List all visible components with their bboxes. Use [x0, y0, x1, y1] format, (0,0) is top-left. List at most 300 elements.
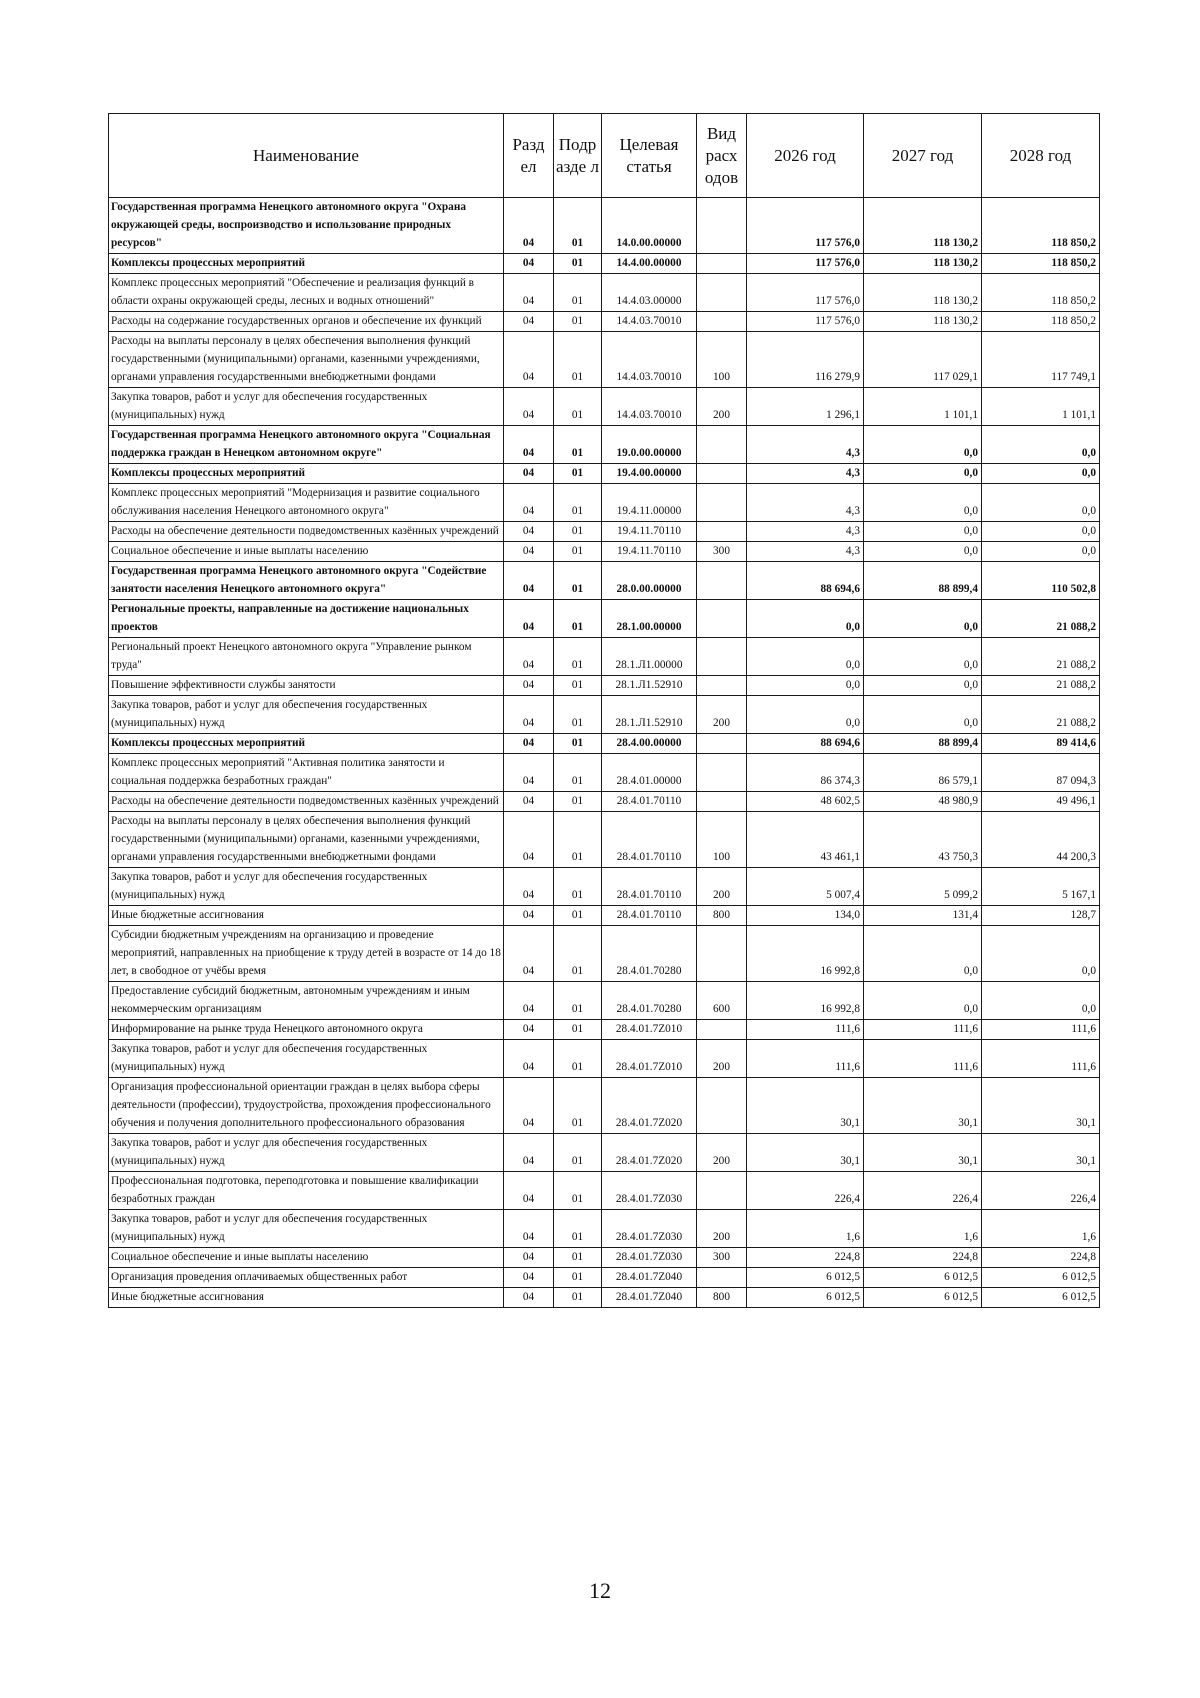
table-row — [109, 1134, 1100, 1172]
table-row — [109, 562, 1100, 600]
cell-2028: 21 088,2 — [982, 638, 1100, 676]
cell-subsection: 01 — [554, 982, 602, 1020]
table-row — [109, 812, 1100, 868]
cell-2028: 30,1 — [982, 1134, 1100, 1172]
cell-2028: 118 850,2 — [982, 254, 1100, 274]
cell-target-article: 19.4.11.00000 — [602, 484, 697, 522]
cell-2026: 30,1 — [747, 1078, 864, 1134]
cell-section: 04 — [504, 754, 554, 792]
cell-subsection: 01 — [554, 676, 602, 696]
cell-2028: 110 502,8 — [982, 562, 1100, 600]
cell-2026: 117 576,0 — [747, 254, 864, 274]
cell-2026: 88 694,6 — [747, 562, 864, 600]
cell-name: Региональный проект Ненецкого автономного округа "Управление рынком труда" — [109, 638, 504, 676]
cell-2027: 226,4 — [864, 1172, 982, 1210]
table-row — [109, 426, 1100, 464]
cell-2026: 0,0 — [747, 600, 864, 638]
cell-2026: 1,6 — [747, 1210, 864, 1248]
cell-subsection: 01 — [554, 312, 602, 332]
cell-2027: 0,0 — [864, 484, 982, 522]
cell-2027: 6 012,5 — [864, 1288, 982, 1308]
cell-2028: 21 088,2 — [982, 676, 1100, 696]
cell-target-article: 28.4.01.00000 — [602, 754, 697, 792]
cell-subsection: 01 — [554, 734, 602, 754]
cell-section: 04 — [504, 676, 554, 696]
cell-subsection: 01 — [554, 274, 602, 312]
cell-2027: 88 899,4 — [864, 734, 982, 754]
cell-expense-type — [697, 1020, 747, 1040]
cell-target-article: 19.4.00.00000 — [602, 464, 697, 484]
cell-expense-type: 200 — [697, 1210, 747, 1248]
cell-subsection: 01 — [554, 1248, 602, 1268]
cell-2026: 4,3 — [747, 484, 864, 522]
cell-2027: 0,0 — [864, 522, 982, 542]
cell-2028: 5 167,1 — [982, 868, 1100, 906]
cell-subsection: 01 — [554, 388, 602, 426]
cell-name: Государственная программа Ненецкого автономного округа "Содействие занятости населения Ненецкого автономного округа" — [109, 562, 504, 600]
cell-subsection: 01 — [554, 600, 602, 638]
cell-expense-type — [697, 562, 747, 600]
cell-2027: 5 099,2 — [864, 868, 982, 906]
cell-expense-type: 300 — [697, 1248, 747, 1268]
cell-target-article: 28.1.Л1.00000 — [602, 638, 697, 676]
cell-2026: 4,3 — [747, 464, 864, 484]
cell-subsection: 01 — [554, 812, 602, 868]
cell-expense-type: 200 — [697, 868, 747, 906]
cell-target-article: 28.1.Л1.52910 — [602, 676, 697, 696]
cell-2028: 0,0 — [982, 522, 1100, 542]
cell-target-article: 14.0.00.00000 — [602, 198, 697, 254]
cell-target-article: 28.4.01.70110 — [602, 812, 697, 868]
cell-name: Закупка товаров, работ и услуг для обеспечения государственных (муниципальных) нужд — [109, 388, 504, 426]
cell-expense-type: 200 — [697, 696, 747, 734]
cell-subsection: 01 — [554, 906, 602, 926]
cell-section: 04 — [504, 792, 554, 812]
cell-expense-type: 800 — [697, 1288, 747, 1308]
cell-name: Государственная программа Ненецкого автономного округа "Социальная поддержка граждан в Ненецком автономном округе" — [109, 426, 504, 464]
cell-name: Комплекс процессных мероприятий "Активная политика занятости и социальная поддержка безработных граждан" — [109, 754, 504, 792]
cell-2027: 118 130,2 — [864, 198, 982, 254]
table-row — [109, 542, 1100, 562]
cell-2027: 88 899,4 — [864, 562, 982, 600]
cell-2027: 0,0 — [864, 464, 982, 484]
cell-expense-type — [697, 312, 747, 332]
cell-2026: 86 374,3 — [747, 754, 864, 792]
cell-section: 04 — [504, 1248, 554, 1268]
cell-2027: 118 130,2 — [864, 312, 982, 332]
cell-subsection: 01 — [554, 426, 602, 464]
cell-2028: 0,0 — [982, 542, 1100, 562]
cell-2027: 48 980,9 — [864, 792, 982, 812]
cell-expense-type — [697, 254, 747, 274]
cell-section: 04 — [504, 332, 554, 388]
cell-2027: 118 130,2 — [864, 274, 982, 312]
cell-name: Субсидии бюджетным учреждениям на организацию и проведение мероприятий, направленных на приобщение к труду детей в возрасте от 14 до 18 лет, в свободное от учёбы время — [109, 926, 504, 982]
cell-subsection: 01 — [554, 332, 602, 388]
cell-name: Расходы на обеспечение деятельности подведомственных казённых учреждений — [109, 522, 504, 542]
cell-2026: 4,3 — [747, 522, 864, 542]
cell-target-article: 14.4.03.70010 — [602, 312, 697, 332]
cell-name: Комплексы процессных мероприятий — [109, 464, 504, 484]
cell-target-article: 14.4.03.70010 — [602, 388, 697, 426]
cell-2028: 30,1 — [982, 1078, 1100, 1134]
cell-2026: 111,6 — [747, 1040, 864, 1078]
cell-name: Комплекс процессных мероприятий "Обеспечение и реализация функций в области охраны окружающей среды, лесных и водных отношений" — [109, 274, 504, 312]
cell-target-article: 19.4.11.70110 — [602, 542, 697, 562]
cell-section: 04 — [504, 1040, 554, 1078]
cell-name: Повышение эффективности службы занятости — [109, 676, 504, 696]
cell-2026: 6 012,5 — [747, 1288, 864, 1308]
cell-name: Иные бюджетные ассигнования — [109, 1288, 504, 1308]
cell-2026: 16 992,8 — [747, 926, 864, 982]
table-row — [109, 600, 1100, 638]
table-row — [109, 254, 1100, 274]
table-row — [109, 638, 1100, 676]
header-subsection: Подр азде л — [554, 114, 602, 198]
cell-expense-type — [697, 426, 747, 464]
cell-2027: 0,0 — [864, 926, 982, 982]
table-row — [109, 332, 1100, 388]
table-row — [109, 522, 1100, 542]
cell-name: Закупка товаров, работ и услуг для обеспечения государственных (муниципальных) нужд — [109, 696, 504, 734]
cell-name: Информирование на рынке труда Ненецкого автономного округа — [109, 1020, 504, 1040]
cell-target-article: 28.4.01.7Z040 — [602, 1288, 697, 1308]
cell-target-article: 28.4.01.7Z010 — [602, 1040, 697, 1078]
cell-section: 04 — [504, 542, 554, 562]
cell-section: 04 — [504, 274, 554, 312]
cell-subsection: 01 — [554, 198, 602, 254]
cell-name: Расходы на выплаты персоналу в целях обеспечения выполнения функций государственными (муниципальными) органами, казенными учреждениями, органами управления государственными внебюджетными фондами — [109, 332, 504, 388]
cell-name: Расходы на содержание государственных органов и обеспечение их функций — [109, 312, 504, 332]
cell-2027: 0,0 — [864, 676, 982, 696]
cell-2026: 226,4 — [747, 1172, 864, 1210]
cell-section: 04 — [504, 1210, 554, 1248]
cell-2028: 1,6 — [982, 1210, 1100, 1248]
cell-target-article: 28.4.01.70110 — [602, 868, 697, 906]
cell-section: 04 — [504, 868, 554, 906]
table-row — [109, 1040, 1100, 1078]
table-row — [109, 676, 1100, 696]
cell-2028: 118 850,2 — [982, 274, 1100, 312]
cell-2027: 0,0 — [864, 696, 982, 734]
cell-2027: 30,1 — [864, 1078, 982, 1134]
cell-section: 04 — [504, 1172, 554, 1210]
cell-expense-type: 300 — [697, 542, 747, 562]
header-name: Наименование — [109, 114, 504, 198]
cell-2027: 86 579,1 — [864, 754, 982, 792]
cell-expense-type — [697, 1268, 747, 1288]
cell-expense-type — [697, 198, 747, 254]
cell-2026: 6 012,5 — [747, 1268, 864, 1288]
cell-name: Государственная программа Ненецкого автономного округа "Охрана окружающей среды, воспроизводство и использование природных ресурсов" — [109, 198, 504, 254]
cell-section: 04 — [504, 484, 554, 522]
cell-target-article: 28.4.01.7Z020 — [602, 1134, 697, 1172]
cell-subsection: 01 — [554, 792, 602, 812]
cell-target-article: 28.4.01.70110 — [602, 792, 697, 812]
table-row — [109, 464, 1100, 484]
cell-subsection: 01 — [554, 542, 602, 562]
cell-expense-type: 200 — [697, 1040, 747, 1078]
cell-expense-type — [697, 1078, 747, 1134]
cell-expense-type: 600 — [697, 982, 747, 1020]
cell-2026: 224,8 — [747, 1248, 864, 1268]
header-2028: 2028 год — [982, 114, 1100, 198]
cell-expense-type — [697, 734, 747, 754]
cell-target-article: 28.4.01.7Z030 — [602, 1172, 697, 1210]
table-row — [109, 1078, 1100, 1134]
cell-target-article: 28.0.00.00000 — [602, 562, 697, 600]
cell-2027: 224,8 — [864, 1248, 982, 1268]
cell-target-article: 28.4.01.7Z030 — [602, 1210, 697, 1248]
cell-name: Профессиональная подготовка, переподготовка и повышение квалификации безработных граждан — [109, 1172, 504, 1210]
table-row — [109, 484, 1100, 522]
cell-target-article: 19.0.00.00000 — [602, 426, 697, 464]
cell-2028: 0,0 — [982, 926, 1100, 982]
table-row — [109, 1288, 1100, 1308]
cell-name: Закупка товаров, работ и услуг для обеспечения государственных (муниципальных) нужд — [109, 1134, 504, 1172]
table-row — [109, 1210, 1100, 1248]
cell-name: Расходы на выплаты персоналу в целях обеспечения выполнения функций государственными (муниципальными) органами, казенными учреждениями, органами управления государственными внебюджетными фондами — [109, 812, 504, 868]
cell-2027: 111,6 — [864, 1020, 982, 1040]
cell-2027: 6 012,5 — [864, 1268, 982, 1288]
cell-section: 04 — [504, 696, 554, 734]
cell-name: Региональные проекты, направленные на достижение национальных проектов — [109, 600, 504, 638]
cell-2026: 0,0 — [747, 676, 864, 696]
cell-target-article: 28.4.01.70280 — [602, 982, 697, 1020]
cell-subsection: 01 — [554, 1288, 602, 1308]
table-body — [109, 198, 1100, 1308]
cell-name: Социальное обеспечение и иные выплаты населению — [109, 542, 504, 562]
cell-subsection: 01 — [554, 464, 602, 484]
cell-expense-type — [697, 484, 747, 522]
cell-2027: 1 101,1 — [864, 388, 982, 426]
cell-target-article: 28.4.01.7Z040 — [602, 1268, 697, 1288]
cell-2027: 43 750,3 — [864, 812, 982, 868]
cell-2026: 134,0 — [747, 906, 864, 926]
cell-subsection: 01 — [554, 254, 602, 274]
cell-2027: 0,0 — [864, 600, 982, 638]
cell-subsection: 01 — [554, 1020, 602, 1040]
table-row — [109, 1172, 1100, 1210]
cell-subsection: 01 — [554, 1134, 602, 1172]
cell-subsection: 01 — [554, 1268, 602, 1288]
cell-2027: 0,0 — [864, 982, 982, 1020]
cell-expense-type — [697, 600, 747, 638]
table-row — [109, 868, 1100, 906]
cell-target-article: 14.4.03.00000 — [602, 274, 697, 312]
table-row — [109, 734, 1100, 754]
cell-2026: 0,0 — [747, 696, 864, 734]
cell-expense-type — [697, 274, 747, 312]
cell-name: Предоставление субсидий бюджетным, автономным учреждениям и иным некоммерческим организациям — [109, 982, 504, 1020]
cell-subsection: 01 — [554, 522, 602, 542]
cell-2027: 131,4 — [864, 906, 982, 926]
table-row — [109, 792, 1100, 812]
cell-subsection: 01 — [554, 754, 602, 792]
cell-2026: 4,3 — [747, 426, 864, 464]
cell-subsection: 01 — [554, 562, 602, 600]
cell-subsection: 01 — [554, 926, 602, 982]
cell-2028: 21 088,2 — [982, 600, 1100, 638]
cell-expense-type — [697, 522, 747, 542]
cell-subsection: 01 — [554, 1040, 602, 1078]
page-number: 12 — [589, 1578, 611, 1603]
table-header-row — [109, 114, 1100, 198]
cell-subsection: 01 — [554, 484, 602, 522]
cell-section: 04 — [504, 982, 554, 1020]
budget-table — [108, 113, 1100, 1308]
cell-2028: 226,4 — [982, 1172, 1100, 1210]
cell-expense-type — [697, 754, 747, 792]
table-row — [109, 1020, 1100, 1040]
cell-section: 04 — [504, 926, 554, 982]
cell-target-article: 28.4.01.70280 — [602, 926, 697, 982]
cell-subsection: 01 — [554, 1172, 602, 1210]
table-row — [109, 312, 1100, 332]
cell-target-article: 28.4.01.7Z010 — [602, 1020, 697, 1040]
table-row — [109, 696, 1100, 734]
cell-2028: 224,8 — [982, 1248, 1100, 1268]
cell-2028: 1 101,1 — [982, 388, 1100, 426]
cell-section: 04 — [504, 1134, 554, 1172]
cell-section: 04 — [504, 426, 554, 464]
table-row — [109, 274, 1100, 312]
cell-section: 04 — [504, 562, 554, 600]
cell-2026: 1 296,1 — [747, 388, 864, 426]
cell-2028: 118 850,2 — [982, 198, 1100, 254]
cell-2028: 111,6 — [982, 1040, 1100, 1078]
cell-subsection: 01 — [554, 1210, 602, 1248]
cell-target-article: 14.4.00.00000 — [602, 254, 697, 274]
header-target-article: Целевая статья — [602, 114, 697, 198]
cell-name: Организация профессиональной ориентации граждан в целях выбора сферы деятельности (профессии), трудоустройства, прохождения профессионального обучения и получения дополнительного профессионального образования — [109, 1078, 504, 1134]
cell-subsection: 01 — [554, 638, 602, 676]
cell-section: 04 — [504, 1268, 554, 1288]
cell-target-article: 19.4.11.70110 — [602, 522, 697, 542]
cell-2028: 6 012,5 — [982, 1268, 1100, 1288]
cell-expense-type: 100 — [697, 812, 747, 868]
cell-2028: 89 414,6 — [982, 734, 1100, 754]
table-row — [109, 982, 1100, 1020]
cell-2026: 116 279,9 — [747, 332, 864, 388]
cell-section: 04 — [504, 906, 554, 926]
cell-2027: 0,0 — [864, 426, 982, 464]
cell-expense-type: 100 — [697, 332, 747, 388]
cell-target-article: 28.4.01.7Z020 — [602, 1078, 697, 1134]
cell-2028: 21 088,2 — [982, 696, 1100, 734]
cell-section: 04 — [504, 464, 554, 484]
header-expense-type: Вид расх одов — [697, 114, 747, 198]
cell-2027: 111,6 — [864, 1040, 982, 1078]
cell-target-article: 28.4.00.00000 — [602, 734, 697, 754]
cell-2027: 0,0 — [864, 542, 982, 562]
cell-name: Иные бюджетные ассигнования — [109, 906, 504, 926]
cell-expense-type — [697, 638, 747, 676]
cell-target-article: 28.1.Л1.52910 — [602, 696, 697, 734]
cell-2027: 117 029,1 — [864, 332, 982, 388]
cell-section: 04 — [504, 1288, 554, 1308]
cell-2026: 43 461,1 — [747, 812, 864, 868]
table-row — [109, 926, 1100, 982]
cell-name: Комплексы процессных мероприятий — [109, 254, 504, 274]
cell-2026: 30,1 — [747, 1134, 864, 1172]
cell-2028: 6 012,5 — [982, 1288, 1100, 1308]
cell-expense-type: 200 — [697, 1134, 747, 1172]
cell-section: 04 — [504, 734, 554, 754]
header-section: Разд ел — [504, 114, 554, 198]
cell-expense-type: 800 — [697, 906, 747, 926]
cell-2028: 44 200,3 — [982, 812, 1100, 868]
cell-2026: 0,0 — [747, 638, 864, 676]
cell-2026: 16 992,8 — [747, 982, 864, 1020]
cell-2028: 118 850,2 — [982, 312, 1100, 332]
cell-2026: 5 007,4 — [747, 868, 864, 906]
cell-target-article: 28.1.00.00000 — [602, 600, 697, 638]
cell-expense-type — [697, 1172, 747, 1210]
cell-2028: 0,0 — [982, 464, 1100, 484]
cell-name: Социальное обеспечение и иные выплаты населению — [109, 1248, 504, 1268]
cell-expense-type: 200 — [697, 388, 747, 426]
cell-2028: 111,6 — [982, 1020, 1100, 1040]
cell-expense-type — [697, 676, 747, 696]
cell-name: Комплексы процессных мероприятий — [109, 734, 504, 754]
cell-2026: 4,3 — [747, 542, 864, 562]
cell-2026: 117 576,0 — [747, 312, 864, 332]
table-row — [109, 906, 1100, 926]
cell-section: 04 — [504, 198, 554, 254]
cell-target-article: 14.4.03.70010 — [602, 332, 697, 388]
cell-section: 04 — [504, 1020, 554, 1040]
cell-2026: 111,6 — [747, 1020, 864, 1040]
cell-section: 04 — [504, 638, 554, 676]
cell-name: Расходы на обеспечение деятельности подведомственных казённых учреждений — [109, 792, 504, 812]
cell-section: 04 — [504, 254, 554, 274]
cell-name: Комплекс процессных мероприятий "Модернизация и развитие социального обслуживания населения Ненецкого автономного округа" — [109, 484, 504, 522]
table-row — [109, 1268, 1100, 1288]
table-row — [109, 754, 1100, 792]
cell-2026: 117 576,0 — [747, 274, 864, 312]
cell-2027: 118 130,2 — [864, 254, 982, 274]
cell-subsection: 01 — [554, 696, 602, 734]
cell-2028: 0,0 — [982, 982, 1100, 1020]
cell-section: 04 — [504, 312, 554, 332]
cell-expense-type — [697, 464, 747, 484]
cell-section: 04 — [504, 600, 554, 638]
cell-subsection: 01 — [554, 1078, 602, 1134]
cell-2028: 0,0 — [982, 426, 1100, 464]
header-2027: 2027 год — [864, 114, 982, 198]
cell-2028: 128,7 — [982, 906, 1100, 926]
table-row — [109, 388, 1100, 426]
cell-2026: 117 576,0 — [747, 198, 864, 254]
cell-subsection: 01 — [554, 868, 602, 906]
cell-section: 04 — [504, 1078, 554, 1134]
table-row — [109, 198, 1100, 254]
cell-section: 04 — [504, 812, 554, 868]
cell-name: Закупка товаров, работ и услуг для обеспечения государственных (муниципальных) нужд — [109, 868, 504, 906]
cell-target-article: 28.4.01.7Z030 — [602, 1248, 697, 1268]
cell-2027: 0,0 — [864, 638, 982, 676]
cell-2028: 117 749,1 — [982, 332, 1100, 388]
table-row — [109, 1248, 1100, 1268]
cell-section: 04 — [504, 522, 554, 542]
cell-2028: 0,0 — [982, 484, 1100, 522]
cell-expense-type — [697, 926, 747, 982]
cell-expense-type — [697, 792, 747, 812]
cell-2026: 88 694,6 — [747, 734, 864, 754]
cell-target-article: 28.4.01.70110 — [602, 906, 697, 926]
cell-section: 04 — [504, 388, 554, 426]
